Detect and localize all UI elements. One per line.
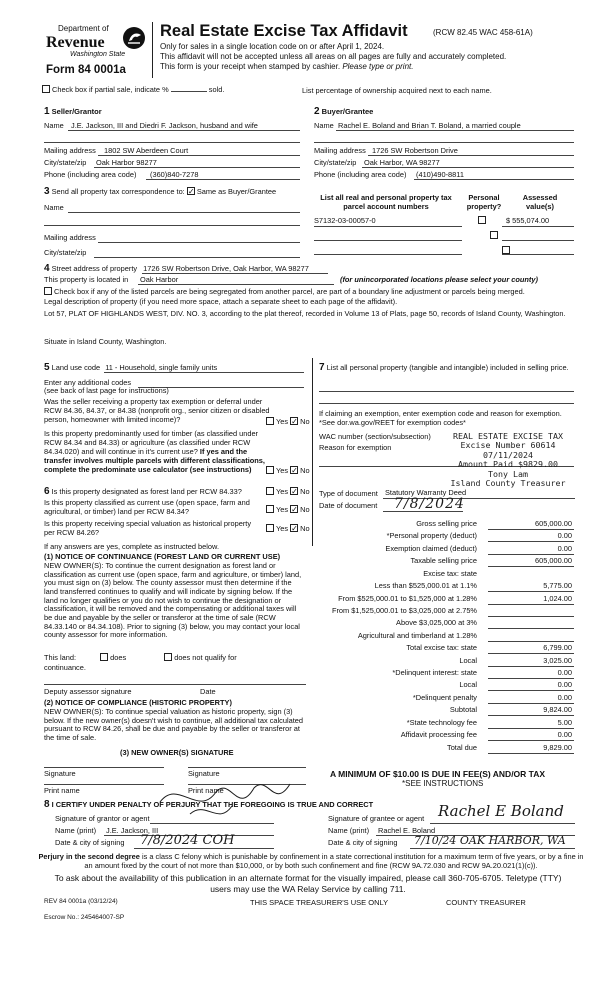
personal-line-2	[319, 403, 574, 404]
calc-line	[488, 666, 574, 667]
partial-sale-row	[42, 86, 224, 95]
personal-property-row	[319, 362, 577, 374]
this-land-label: This land:	[44, 653, 77, 662]
assessed-col-header: Assessed value(s)	[522, 193, 558, 211]
calc-label: From $1,525,000.01 to $3,025,000 at 2.75%	[331, 606, 477, 615]
sold-label: sold.	[208, 85, 225, 94]
see-back-note: (see back of last page for instructions)	[44, 386, 169, 395]
forest-q3: Is this property receiving special valuation as historical property per RCW 84.26?	[44, 519, 252, 537]
calc-line	[488, 566, 574, 567]
forest-q3-yes-checkbox[interactable]	[266, 524, 274, 532]
owner-print-line-1	[44, 784, 164, 785]
header-line-3	[160, 62, 413, 72]
grantor-sig-label: Signature of grantor or agent	[55, 814, 150, 823]
county-treasurer: COUNTY TREASURER	[446, 898, 526, 907]
owner-sig-label-1: Signature	[44, 769, 76, 778]
stamp-line-3: 07/11/2024	[483, 449, 533, 460]
corr-city-label: City/state/zip	[44, 248, 87, 257]
seller-phone-value[interactable]: (360)840-7278	[150, 170, 199, 179]
landuse-code[interactable]: 11 - Household, single family units	[105, 363, 218, 372]
treasurer-stamp	[438, 432, 578, 488]
see-instructions: *SEE INSTRUCTIONS	[402, 779, 484, 788]
grantee-date-label: Date & city of signing	[328, 838, 398, 847]
calc-line	[488, 554, 574, 555]
calc-value[interactable]: 0.00	[557, 668, 572, 677]
calc-line	[488, 653, 574, 654]
buyer-num: 2	[314, 106, 320, 117]
treasurer-use-only: THIS SPACE TREASURER'S USE ONLY	[250, 898, 389, 907]
seller-city-label: City/state/zip	[44, 158, 87, 167]
landuse-label: Land use code	[51, 363, 101, 372]
calc-line	[488, 628, 574, 629]
calc-line	[488, 740, 574, 741]
buyer-phone-label: Phone (including area code)	[314, 170, 407, 179]
grantee-signature[interactable]: Rachel E Boland	[438, 802, 564, 820]
correspondence-row	[44, 186, 276, 198]
calc-value[interactable]: 9,829.00	[543, 743, 572, 752]
seller-name-label: Name	[44, 121, 64, 130]
if-any-yes: If any answers are yes, complete as instructed below.	[44, 542, 219, 551]
uninc-note: (for unincorporated locations please select your county)	[340, 275, 538, 284]
forest-q2-yes-checkbox[interactable]	[266, 505, 274, 513]
calc-label: Agricultural and timberland at 1.28%	[357, 631, 477, 640]
form-rcw: (RCW 82.45 WAC 458-61A)	[433, 28, 533, 37]
situate[interactable]: Situate in Island County, Washington.	[44, 337, 167, 346]
street-line	[142, 273, 328, 274]
forest-q2-no-checkbox[interactable]: ✓	[291, 505, 298, 515]
corr-num: 3	[44, 186, 50, 197]
reason-label: Reason for exemption	[319, 443, 392, 452]
timber-no-checkbox[interactable]: ✓	[291, 466, 298, 476]
deputy-sig-line	[44, 684, 306, 685]
notice3-heading: (3) NEW OWNER(S) SIGNATURE	[120, 748, 234, 757]
wac-label: WAC number (section/subsection)	[319, 432, 431, 441]
stamp-line-1: REAL ESTATE EXCISE TAX	[453, 431, 563, 441]
calc-label: Less than $525,000.01 at 1.1%	[374, 581, 477, 590]
segregated-row	[44, 288, 525, 297]
forest-q1-yes-checkbox[interactable]	[266, 487, 274, 495]
grantee-name-value[interactable]: Rachel E. Boland	[378, 826, 436, 835]
does-label: does	[110, 653, 127, 662]
forest-q1-answer	[266, 488, 310, 497]
ownership-note: List percentage of ownership acquired next to each name.	[302, 86, 492, 95]
grantor-date-label: Date & city of signing	[55, 838, 125, 847]
personal-line-1	[319, 391, 574, 392]
partial-sale-label: Check box if partial sale, indicate %	[52, 85, 169, 94]
buyer-city-label: City/state/zip	[314, 158, 357, 167]
calc-label: Total excise tax: state	[406, 643, 477, 652]
forest-q1-row	[44, 486, 242, 498]
certify-text: I CERTIFY UNDER PENALTY OF PERJURY THAT THE FOREGOING IS TRUE AND CORRECT	[51, 800, 374, 809]
calc-value[interactable]: 0.00	[557, 531, 572, 540]
grantor-date-value[interactable]: 7/8/2024 COH	[140, 833, 235, 848]
same-as-buyer-checkbox[interactable]: ✓	[187, 187, 195, 197]
buyer-title: Buyer/Grantee	[321, 107, 374, 116]
buyer-name-label: Name	[314, 121, 334, 130]
doc-date-label: Date of document	[319, 501, 378, 510]
assessed-line-3	[502, 254, 574, 255]
calc-label: Taxable selling price	[410, 556, 477, 565]
forest-q1-no-label: No	[300, 487, 310, 496]
exemption-see-note: *See dor.wa.gov/REET for exemption codes*	[319, 417, 466, 427]
street-num: 4	[44, 263, 50, 274]
timber-question	[44, 430, 272, 474]
grantor-name-label: Name (print)	[55, 826, 97, 835]
calc-label: *Delinquent interest: state	[392, 668, 477, 677]
rev-number: REV 84 0001a (03/12/24)	[44, 898, 118, 905]
corr-name-label: Name	[44, 203, 64, 212]
corr-label: Send all property tax correspondence to:	[51, 187, 185, 196]
calc-value[interactable]: 0.00	[557, 544, 572, 553]
owner-sig-line-1	[44, 767, 164, 768]
continuance-label: continuance.	[44, 663, 86, 672]
buyer-name-value[interactable]: Rachel E. Boland and Brian T. Boland, a married couple	[338, 121, 521, 130]
forest-q2: Is this property classified as current use (open space, farm and agricultural, or timber) land per RCW 84.34?	[44, 498, 250, 516]
calc-value[interactable]: 605,000.00	[535, 556, 572, 565]
exemption-no-label: No	[300, 417, 310, 426]
exemption-question: Was the seller receiving a property tax exemption or deferral under RCW 84.36, 84.37, or 84.38 (nonprofit org., senior citizen or disabled person, homeowner with limited income)?	[44, 397, 270, 424]
same-as-buyer-label: Same as Buyer/Grantee	[196, 187, 277, 196]
seller-phone-label: Phone (including area code)	[44, 170, 137, 179]
calc-value[interactable]: 1,024.00	[543, 594, 572, 603]
calc-value[interactable]: 5.00	[557, 718, 572, 727]
calc-label: Affidavit processing fee	[400, 730, 477, 739]
assessed-line-1	[502, 226, 574, 227]
perjury-bold: Perjury in the second degree	[38, 852, 140, 861]
notice1-text: NEW OWNER(S): To continue the current designation as forest land or classification as current use (open space, farm and agriculture, or timber) land, you must sign on (3) below. The county assessor must then determine if the land transferred continues to qualify and will indicate by signing below. If the land no longer qualifies or you do not wish to continue the designation or classification, it will be removed and the compensating or additional taxes will be due and payable by the seller or transferor at the time of sale (RCW 84.33.140 or 84.34.108). Prior to signing (3) below, you may contact your local county assessor for more information.	[44, 561, 302, 640]
partial-sale-checkbox[interactable]	[42, 85, 50, 93]
doc-type-label: Type of document	[319, 489, 378, 498]
located-city[interactable]: Oak Harbor	[140, 275, 179, 284]
wa-state-text: Washington State	[70, 51, 126, 58]
doc-date-value[interactable]: 7/8/2024	[394, 496, 465, 512]
exemption-claim-text	[319, 410, 574, 428]
calc-line	[488, 715, 574, 716]
stamp-line-2: Excise Number 60614	[460, 440, 556, 451]
calc-value[interactable]: 605,000.00	[535, 519, 572, 528]
parcel-number[interactable]: S7132-03-00057-0	[314, 216, 376, 225]
forest-q3-no-label: No	[300, 524, 310, 533]
calc-label: Gross selling price	[416, 519, 477, 528]
seller-num: 1	[44, 106, 50, 117]
owner-print-label-1: Print name	[44, 786, 80, 795]
buyer-phone-value[interactable]: (410)490-8811	[416, 170, 464, 179]
seller-name-value[interactable]: J.E. Jackson, III and Diedri F. Jackson, husband and wife	[71, 121, 258, 130]
does-not-checkbox[interactable]	[164, 653, 172, 661]
stamp-line-5: Tony Lam	[488, 468, 528, 479]
timber-yes-label: Yes	[276, 466, 289, 475]
owner-sig-label-2: Signature	[188, 769, 220, 778]
parcel-line-3	[314, 254, 462, 255]
calc-label: *Delinquent penalty	[412, 693, 477, 702]
owner-print-label-2: Print name	[188, 786, 224, 795]
calc-label: Local	[459, 656, 477, 665]
corr-blank-line	[44, 225, 300, 226]
personal-num: 7	[319, 362, 325, 373]
form-title: Real Estate Excise Tax Affidavit	[160, 22, 408, 40]
deputy-date-label: Date	[200, 687, 216, 696]
parcel-col-header: List all real and personal property tax parcel account numbers	[320, 193, 452, 211]
notice2-heading: (2) NOTICE OF COMPLIANCE (HISTORIC PROPERTY)	[44, 698, 232, 707]
forest-q1-no-checkbox[interactable]: ✓	[291, 487, 298, 497]
buyer-city-value[interactable]: Oak Harbor, WA 98277	[364, 158, 440, 167]
dept-of-text: Department of	[58, 24, 109, 33]
grantee-date-value[interactable]: 7/10/24 OAK HARBOR, WA	[414, 834, 566, 847]
calc-value[interactable]: 6,799.00	[543, 643, 572, 652]
grantee-date-line	[410, 848, 575, 849]
personal-checkbox-2[interactable]	[490, 231, 498, 239]
exemption-answer	[266, 418, 310, 427]
seller-title: Seller/Grantor	[51, 107, 102, 116]
timber-yes-checkbox[interactable]	[266, 466, 274, 474]
calc-value[interactable]: 0.00	[557, 680, 572, 689]
grantor-name-value[interactable]: J.E. Jackson, III	[106, 826, 159, 835]
buyer-blank-line	[314, 142, 574, 143]
grantee-name-label: Name (print)	[328, 826, 370, 835]
revenue-logo-icon	[122, 26, 146, 50]
perjury-note	[38, 853, 584, 871]
exemption-claim-label: If claiming an exemption, enter exemption code and reason for exemption.	[319, 409, 562, 418]
segregated-checkbox[interactable]	[44, 287, 52, 295]
forest-q1-yes-label: Yes	[276, 487, 289, 496]
calc-line	[488, 641, 574, 642]
landuse-line	[104, 372, 304, 373]
notice1-heading: (1) NOTICE OF CONTINUANCE (FOREST LAND OR CURRENT USE)	[44, 552, 281, 561]
street-value[interactable]: 1726 SW Robertson Drive, Oak Harbor, WA 98277	[143, 264, 309, 273]
assessed-line-2	[502, 240, 574, 241]
calc-label: Total due	[447, 743, 477, 752]
forest-q2-no-label: No	[300, 505, 310, 514]
forest-num: 6	[44, 486, 50, 497]
perjury-text: is a class C felony which is punishable by confinement in a state correctional institution for a maximum term of five years, or by a fine in an amount fixed by the court of not more than $10,000, or by both such confinement and fine (RCW 9A.72.030 and RCW 9A.20.021(1)(c)).	[84, 852, 584, 870]
calc-value[interactable]: 9,824.00	[543, 705, 572, 714]
buyer-addr-value[interactable]: 1726 SW Robertson Drive	[372, 146, 458, 155]
calc-line	[488, 591, 574, 592]
grantor-signature	[150, 770, 300, 830]
calc-line	[488, 616, 574, 617]
header-line-2: This affidavit will not be accepted unless all areas on all pages are fully and accurately completed.	[160, 52, 507, 61]
forest-q1: Is this property designated as forest land per RCW 84.33?	[51, 487, 242, 496]
escrow-number: Escrow No.: 245464007-SP	[44, 914, 125, 921]
minimum-due: A MINIMUM OF $10.00 IS DUE IN FEE(S) AND/OR TAX	[330, 769, 546, 779]
does-checkbox[interactable]	[100, 653, 108, 661]
this-land-row	[44, 654, 237, 663]
stamp-line-6: Island County Treasurer	[450, 477, 566, 488]
stamp-line-4: Amount Paid $9829.00	[458, 459, 558, 470]
header-divider	[152, 22, 153, 78]
personal-text: List all personal property (tangible and intangible) included in selling price.	[326, 363, 569, 372]
forest-q2-answer	[266, 506, 310, 515]
exemption-no-checkbox[interactable]: ✓	[291, 417, 298, 427]
calc-line	[488, 529, 574, 530]
parcel-line-1	[314, 226, 462, 227]
legal-description[interactable]: Lot 57, PLAT OF HIGHLANDS WEST, DIV. NO. 3, according to the plat thereof, recorded in Volume 13 of Plats, page 50, records of Island County, Washington.	[44, 309, 566, 318]
calc-label: *Personal property (deduct)	[386, 531, 477, 540]
corr-name-line	[68, 212, 300, 213]
does-not-label: does not qualify for	[174, 653, 237, 662]
buyer-heading	[314, 106, 373, 118]
owner-sig-line-2	[188, 767, 306, 768]
forest-q3-yes-label: Yes	[276, 524, 289, 533]
grantor-date-line	[134, 848, 274, 849]
seller-addr-value[interactable]: 1802 SW Aberdeen Court	[104, 146, 189, 155]
doc-date-line	[383, 511, 463, 512]
calc-line	[488, 678, 574, 679]
additional-codes-label: Enter any additional codes	[44, 378, 132, 387]
calc-line	[488, 753, 574, 754]
section-divider	[312, 358, 313, 546]
exemption-yes-label: Yes	[276, 417, 289, 426]
landuse-num: 5	[44, 362, 50, 373]
timber-question-bold: If yes and the transfer involves multiple parcels with different classifications, complete the predominate use calculator (see instructions)	[44, 446, 265, 474]
seller-heading	[44, 106, 102, 118]
segregated-label: Check box if any of the listed parcels are being segregated from another parcel, are part of a boundary line adjustment or parcels being merged.	[54, 287, 525, 296]
forest-q2-yes-label: Yes	[276, 505, 289, 514]
assessed-value[interactable]: $ 555,074.00	[506, 216, 550, 225]
calc-line	[488, 604, 574, 605]
calc-label: Subtotal	[449, 705, 477, 714]
calc-line	[488, 728, 574, 729]
personal-checkbox-3[interactable]	[502, 246, 510, 254]
calc-label: *State technology fee	[406, 718, 477, 727]
corr-addr-label: Mailing address	[44, 233, 96, 242]
timber-answer	[266, 467, 310, 476]
timber-no-label: No	[300, 466, 310, 475]
personal-col-header: Personal property?	[466, 193, 502, 211]
accessibility-note: To ask about the availability of this publication in an alternate format for the visually impaired, please call 360-705-6705. Teletype (TTY) users may use the WA Relay Service by calling 711.	[54, 873, 562, 894]
header-line-1: Only for sales in a single location code on or after April 1, 2024.	[160, 42, 385, 51]
calc-value[interactable]: 5,775.00	[543, 581, 572, 590]
calc-value[interactable]: 0.00	[557, 730, 572, 739]
exemption-yes-checkbox[interactable]	[266, 417, 274, 425]
corr-addr-line	[98, 242, 300, 243]
calc-line	[488, 541, 574, 542]
dor-logo	[44, 22, 148, 62]
calc-line	[488, 690, 574, 691]
calc-label: Exemption claimed (deduct)	[385, 544, 477, 553]
forest-q3-no-checkbox[interactable]: ✓	[291, 524, 298, 534]
receipt-note: This form is your receipt when stamped by cashier.	[160, 62, 341, 71]
revenue-text: Revenue	[46, 34, 105, 51]
seller-city-value[interactable]: Oak Harbor 98277	[96, 158, 157, 167]
seller-blank-line	[44, 142, 300, 143]
form-number: Form 84 0001a	[46, 64, 126, 76]
calc-value[interactable]: 3,025.00	[543, 656, 572, 665]
calc-label: Local	[459, 680, 477, 689]
seller-addr-label: Mailing address	[44, 146, 96, 155]
grantee-sig-line	[430, 823, 575, 824]
type-print-note: Please type or print.	[342, 62, 414, 71]
certify-num: 8	[44, 799, 50, 810]
deputy-sig-label: Deputy assessor signature	[44, 687, 132, 696]
notice2-text: NEW OWNER(S): To continue special valuation as historic property, sign (3) below. If the new owner(s) doesn't wish to continue, all additional tax calculated pursuant to RCW 84.26, shall be due and payable by the seller or transferor at the time of sale.	[44, 707, 304, 742]
located-line	[138, 284, 334, 285]
personal-checkbox-1[interactable]	[478, 216, 486, 224]
calc-label: Above $3,025,000 at 3%	[396, 618, 477, 627]
located-label: This property is located in	[44, 275, 129, 284]
legal-label: Legal description of property (if you need more space, attach a separate sheet to each page of the affidavit).	[44, 297, 398, 306]
street-label: Street address of property	[51, 264, 138, 273]
timber-question-text: Is this property predominantly used for timber (as classified under RCW 84.34 and 84.33) or agriculture (as classified under RCW 84.34.020) and will continue in it's current use?	[44, 429, 259, 456]
calc-value[interactable]: 0.00	[557, 693, 572, 702]
calc-label: Excise tax: state	[423, 569, 477, 578]
calc-line	[488, 703, 574, 704]
parcel-line-2	[314, 240, 462, 241]
calc-label: From $525,000.01 to $1,525,000 at 1.28%	[338, 594, 477, 603]
doc-type-value[interactable]: Statutory Warranty Deed	[385, 488, 467, 497]
corr-city-line	[94, 257, 300, 258]
grantee-sig-label: Signature of grantee or agent	[328, 814, 425, 823]
buyer-addr-label: Mailing address	[314, 146, 366, 155]
